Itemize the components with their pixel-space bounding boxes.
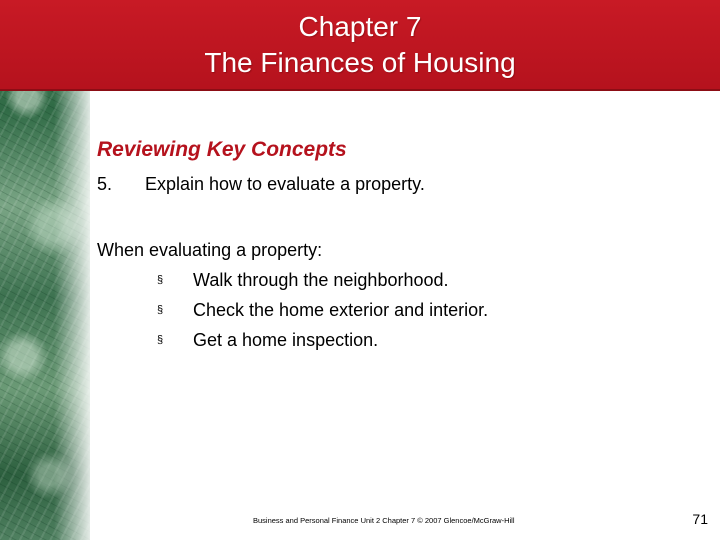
title-banner: [0, 0, 720, 91]
bullet-text: Walk through the neighborhood.: [193, 270, 449, 290]
question-text: Explain how to evaluate a property.: [145, 174, 425, 194]
bullet-item: [97, 268, 680, 292]
section-sign-icon: §: [157, 334, 164, 346]
question-row: [97, 172, 680, 196]
section-heading: Reviewing Key Concepts: [97, 138, 347, 161]
chapter-subtitle: The Finances of Housing: [204, 46, 516, 78]
bullet-item: [97, 298, 680, 322]
section-sign-icon: §: [157, 304, 164, 316]
answer-bullet-list: [97, 268, 680, 352]
section-sign-icon: §: [157, 274, 164, 286]
question-number: 5.: [97, 174, 113, 194]
bullet-item: [97, 328, 680, 352]
bullet-text: Get a home inspection.: [193, 330, 379, 350]
bullet-text: Check the home exterior and interior.: [193, 300, 489, 320]
slide-content: [97, 136, 680, 358]
page-number: 71: [692, 511, 708, 527]
chapter-title: Chapter 7: [298, 10, 422, 42]
footer-credit: Business and Personal Finance Unit 2 Chapter 7 © 2007 Glencoe/McGraw-Hill: [253, 516, 515, 525]
answer-intro: When evaluating a property:: [97, 240, 323, 260]
